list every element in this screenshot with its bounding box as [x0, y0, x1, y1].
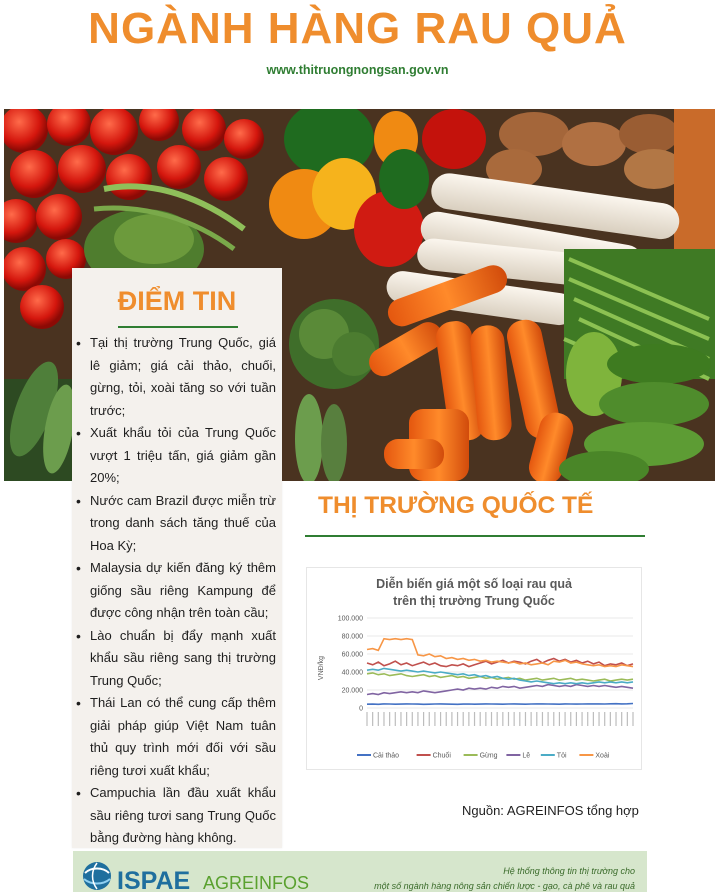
chart-x-tick — [400, 712, 401, 726]
ispae-logo: ISPAE — [117, 867, 191, 895]
footer-tagline-line-1: Hệ thống thông tin thị trường cho — [503, 866, 635, 876]
news-list — [72, 332, 282, 850]
chart-x-tick — [542, 712, 543, 726]
chart-x-tick — [564, 712, 565, 726]
chart-x-tick — [604, 712, 605, 726]
chart-x-tick — [372, 712, 373, 726]
news-item: • Lào chuẩn bị đẩy mạnh xuất khẩu sầu riêng sang thị trường Trung Quốc; — [72, 625, 282, 693]
chart-x-tick — [366, 712, 367, 726]
chart-x-tick — [378, 712, 379, 726]
chart-x-tick — [474, 712, 475, 726]
news-item: • Thái Lan có thể cung cấp thêm giải pháp giúp Việt Nam tuân thủ quy trình mới đối với sầu riêng tươi xuất khẩu; — [72, 692, 282, 782]
chart-x-ticks — [366, 712, 633, 726]
chart-x-tick — [502, 712, 503, 726]
chart-x-tick — [627, 712, 628, 726]
chart-x-tick — [531, 712, 532, 726]
chart-x-tick — [412, 712, 413, 726]
chart-x-tick — [497, 712, 498, 726]
chart-series-line — [367, 685, 633, 695]
chart-x-tick — [598, 712, 599, 726]
chart-x-tick — [632, 712, 633, 726]
chart-x-tick — [446, 712, 447, 726]
chart-x-tick — [440, 712, 441, 726]
chart-legend-label: Xoài — [595, 752, 610, 760]
chart-x-tick — [553, 712, 554, 726]
chart-x-tick — [621, 712, 622, 726]
chart-x-tick — [457, 712, 458, 726]
chart-x-tick — [570, 712, 571, 726]
chart-y-tick-label: 20.000 — [341, 687, 363, 695]
chart-y-axis-label: VNĐ/kg — [318, 655, 325, 681]
price-chart — [306, 567, 642, 770]
chart-x-tick — [383, 712, 384, 726]
news-highlights-box — [72, 268, 282, 848]
chart-legend — [357, 751, 610, 760]
footer-tagline-line-2: một số ngành hàng nông sản chiến lược - gạo, cà phê và rau quả — [374, 881, 635, 891]
chart-title-line-2: trên thị trường Trung Quốc — [393, 594, 555, 608]
news-item: • Nước cam Brazil được miễn trừ trong danh sách tăng thuế của Hoa Kỳ; — [72, 490, 282, 558]
chart-x-tick — [576, 712, 577, 726]
chart-legend-label: Lê — [522, 752, 531, 760]
news-item: • Xuất khẩu tỏi của Trung Quốc vượt 1 triệu tấn, giá giảm gần 20%; — [72, 422, 282, 490]
chart-x-tick — [508, 712, 509, 726]
news-item: • Campuchia lần đầu xuất khẩu sầu riêng tươi sang Trung Quốc bằng đường hàng không. — [72, 782, 282, 850]
footer-tagline — [374, 864, 635, 894]
chart-x-tick — [451, 712, 452, 726]
chart-legend-label: Chuối — [432, 752, 451, 760]
chart-x-tick — [610, 712, 611, 726]
section-title: THỊ TRƯỜNG QUỐC TẾ — [318, 492, 594, 519]
news-box-divider — [118, 326, 238, 328]
chart-legend-label: Tỏi — [556, 752, 567, 760]
chart-x-tick — [559, 712, 560, 726]
chart-x-tick — [548, 712, 549, 726]
chart-x-tick — [514, 712, 515, 726]
chart-x-tick — [434, 712, 435, 726]
chart-x-tick — [417, 712, 418, 726]
chart-x-tick — [389, 712, 390, 726]
chart-x-tick — [429, 712, 430, 726]
chart-x-tick — [587, 712, 588, 726]
chart-x-tick — [423, 712, 424, 726]
chart-y-ticks — [338, 616, 363, 713]
chart-x-tick — [395, 712, 396, 726]
chart-series-lines — [367, 639, 633, 705]
chart-y-tick-label: 40.000 — [341, 669, 363, 677]
chart-x-tick — [463, 712, 464, 726]
chart-x-tick — [525, 712, 526, 726]
website-link[interactable]: www.thitruongnongsan.gov.vn — [266, 63, 449, 77]
section-divider — [305, 535, 645, 537]
footer-banner — [73, 851, 647, 895]
source-note: Nguồn: AGREINFOS tổng hợp — [462, 803, 639, 818]
chart-x-tick — [480, 712, 481, 726]
price-chart-svg — [307, 568, 641, 769]
ispae-globe-icon — [79, 861, 115, 891]
chart-legend-label: Cải thảo — [373, 752, 400, 760]
chart-title-line-1: Diễn biến giá một số loại rau quả — [376, 577, 572, 591]
chart-y-tick-label: 0 — [359, 705, 363, 713]
news-item: • Malaysia dự kiến đăng ký thêm giống sầu riêng Kampung để được công nhận trên toàn cầu; — [72, 557, 282, 625]
chart-y-tick-label: 100.000 — [337, 615, 363, 623]
chart-x-tick — [536, 712, 537, 726]
chart-y-tick-label: 80.000 — [341, 633, 363, 641]
chart-x-tick — [615, 712, 616, 726]
chart-x-tick — [468, 712, 469, 726]
agreinfos-logo: AGREINFOS — [203, 873, 310, 893]
chart-y-tick-label: 60.000 — [341, 651, 363, 659]
chart-x-tick — [593, 712, 594, 726]
news-box-title: ĐIỂM TIN — [117, 286, 237, 316]
chart-legend-label: Gừng — [479, 752, 498, 760]
news-item: • Tại thị trường Trung Quốc, giá lê giảm; giá cải thảo, chuối, gừng, tỏi, xoài tăng so với tuần trước; — [72, 332, 282, 422]
chart-x-tick — [491, 712, 492, 726]
chart-x-tick — [581, 712, 582, 726]
chart-series-line — [367, 704, 633, 705]
chart-x-tick — [519, 712, 520, 726]
chart-x-tick — [485, 712, 486, 726]
page-title: NGÀNH HÀNG RAU QUẢ — [88, 4, 627, 53]
chart-x-tick — [406, 712, 407, 726]
